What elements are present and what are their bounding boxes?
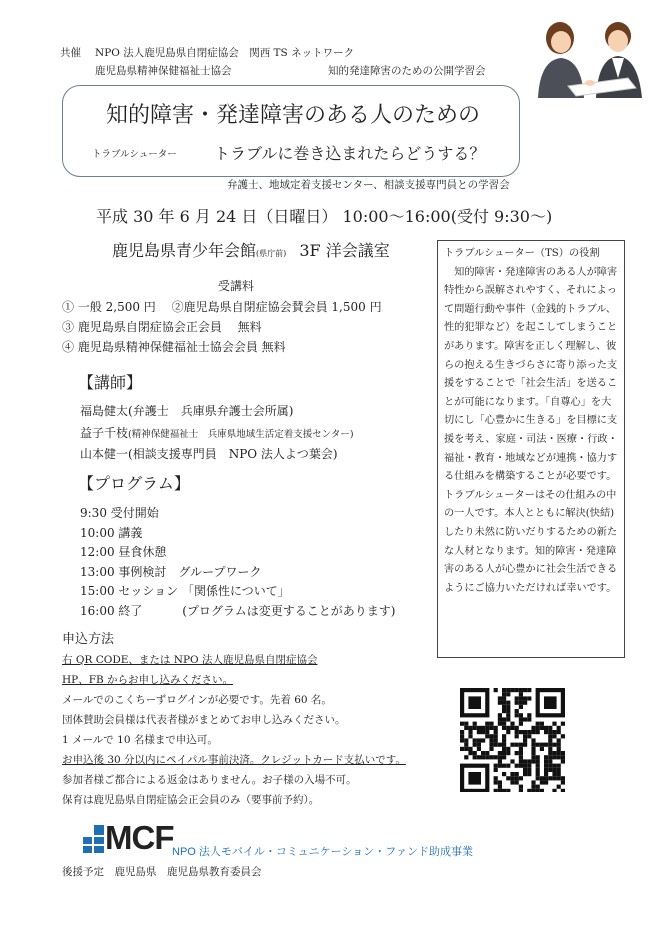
main-title: 知的障害・発達障害のある人のための [106, 103, 481, 128]
program-heading: 【プログラム】 [78, 474, 190, 493]
program-list [80, 504, 395, 622]
apply-line: 参加者様ご都合による返金はありません。お子様の入場不可。 [62, 774, 357, 786]
mcf-logo-text: MCF [105, 819, 174, 856]
apply-line: 団体賛助会員様は代表者様がまとめてお申し込みください。 [62, 714, 346, 726]
support-line: 後援予定 鹿児島県 鹿児島県教育委員会 [62, 866, 262, 878]
apply-line: メールでのこくちーずログインが必要です。先着 60 名。 [62, 694, 332, 706]
apply-line: お申込後 30 分以内にペイパル事前決済。クレジットカード支払いです。 [62, 754, 406, 766]
ts-paragraph: 知的障害・発達障害のある人が障害特性から誤解されやすく、それによって問題行動や事件（金銭的トラブル、性的犯罪など）を起こしてしまうことがあります。障害を正しく理解し、彼らの抱える生きづらさに寄り添った支援をすることで「社会生活」を送ることが可能になります。「自尊心」を大切にし「心豊かに生きる」を目標に支援を考え、家庭・司法・医療・行政・福祉・教育・地域などが連携・協力する仕組みを構築することが必要です。 [444, 266, 618, 483]
ts-paragraph: トラブルシューターはその仕組みの中の一人です。本人とともに解決(快結)したり未然に防いだりするための新たな人材となります。知的障害・発達障害のある人が心豊かに社会生活できるようにご協力いただければ幸いです。 [444, 489, 618, 594]
apply-line: 保育は鹿児島県自閉症協会正会員のみ（要事前予約）。 [62, 794, 320, 806]
lecturer-item: 山本健一(相談支援専門員 NPO 法人よつ葉会) [80, 447, 338, 461]
venue-room: 3F 洋会議室 [299, 241, 390, 260]
cohost-label: 共催 [60, 47, 81, 59]
program-item: 12:00 昼食休憩 [80, 545, 167, 560]
mcf-logo [83, 819, 174, 856]
fee-line: ① 一般 2,500 円 ②鹿児島県自閉症協会賛会員 1,500 円 [62, 300, 382, 314]
program-item: 13:00 事例検討 グループワーク [80, 564, 262, 579]
apply-heading: 申込方法 [62, 632, 115, 647]
event-date: 平成 30 年 6 月 24 日（日曜日） 10:00〜16:00(受付 9:30〜) [96, 207, 553, 226]
program-item: 16:00 終了 (プログラムは変更することがあります) [80, 603, 396, 618]
people-meeting-illustration [528, 8, 653, 98]
program-item: 10:00 講義 [80, 525, 143, 540]
lecturer-item: 益子千枝(精神保健福祉士 兵庫県地域生活定着支援センター) [80, 426, 354, 440]
program-item: 15:00 セッション 「関係性について」 [80, 584, 290, 599]
venue [112, 238, 390, 261]
event-type: 知的発達障害のための公開学習会 [328, 65, 486, 77]
qr-code[interactable] [460, 688, 570, 792]
apply-line: 1 メールで 10 名様まで申込可。 [62, 734, 218, 746]
cohost-line-1: NPO 法人鹿児島県自閉症協会 関西 TS ネットワーク [95, 47, 355, 59]
cohost-line-2: 鹿児島県精神保健福祉士協会 [95, 65, 232, 77]
apply-line: HP、FB からお申し込みください。 [62, 674, 234, 686]
program-item: 9:30 受付開始 [80, 506, 159, 520]
mcf-logo-mark [83, 825, 105, 853]
fees-heading: 受講料 [218, 279, 255, 293]
apply-list [62, 652, 406, 812]
sponsor-text: NPO 法人モバイル・コミュニケーション・ファンド助成事業 [172, 846, 474, 858]
lecturer-item: 福島健太(弁護士 兵庫県弁護士会所属) [80, 404, 294, 418]
title-ruby: トラブルシューター [92, 149, 177, 160]
sub-title: トラブルに巻き込まれたらどうする？ [214, 144, 486, 163]
ts-heading: トラブルシューター（TS）の役割 [444, 248, 600, 259]
fee-line: ③ 鹿児島県自閉症協会正会員 無料 [62, 320, 262, 334]
troubleshooter-role-box [437, 240, 625, 658]
fee-line: ④ 鹿児島県精神保健福祉士協会会員 無料 [62, 340, 286, 354]
venue-name: 鹿児島県青少年会館 [112, 241, 257, 260]
apply-line: 右 QR CODE、または NPO 法人鹿児島県自閉症協会 [62, 654, 318, 666]
venue-note: (県庁前) [256, 249, 287, 258]
lecturers-heading: 【講師】 [78, 373, 143, 392]
subtitle-note: 弁護士、地域定着支援センター、相談支援専門員との学習会 [227, 179, 510, 191]
